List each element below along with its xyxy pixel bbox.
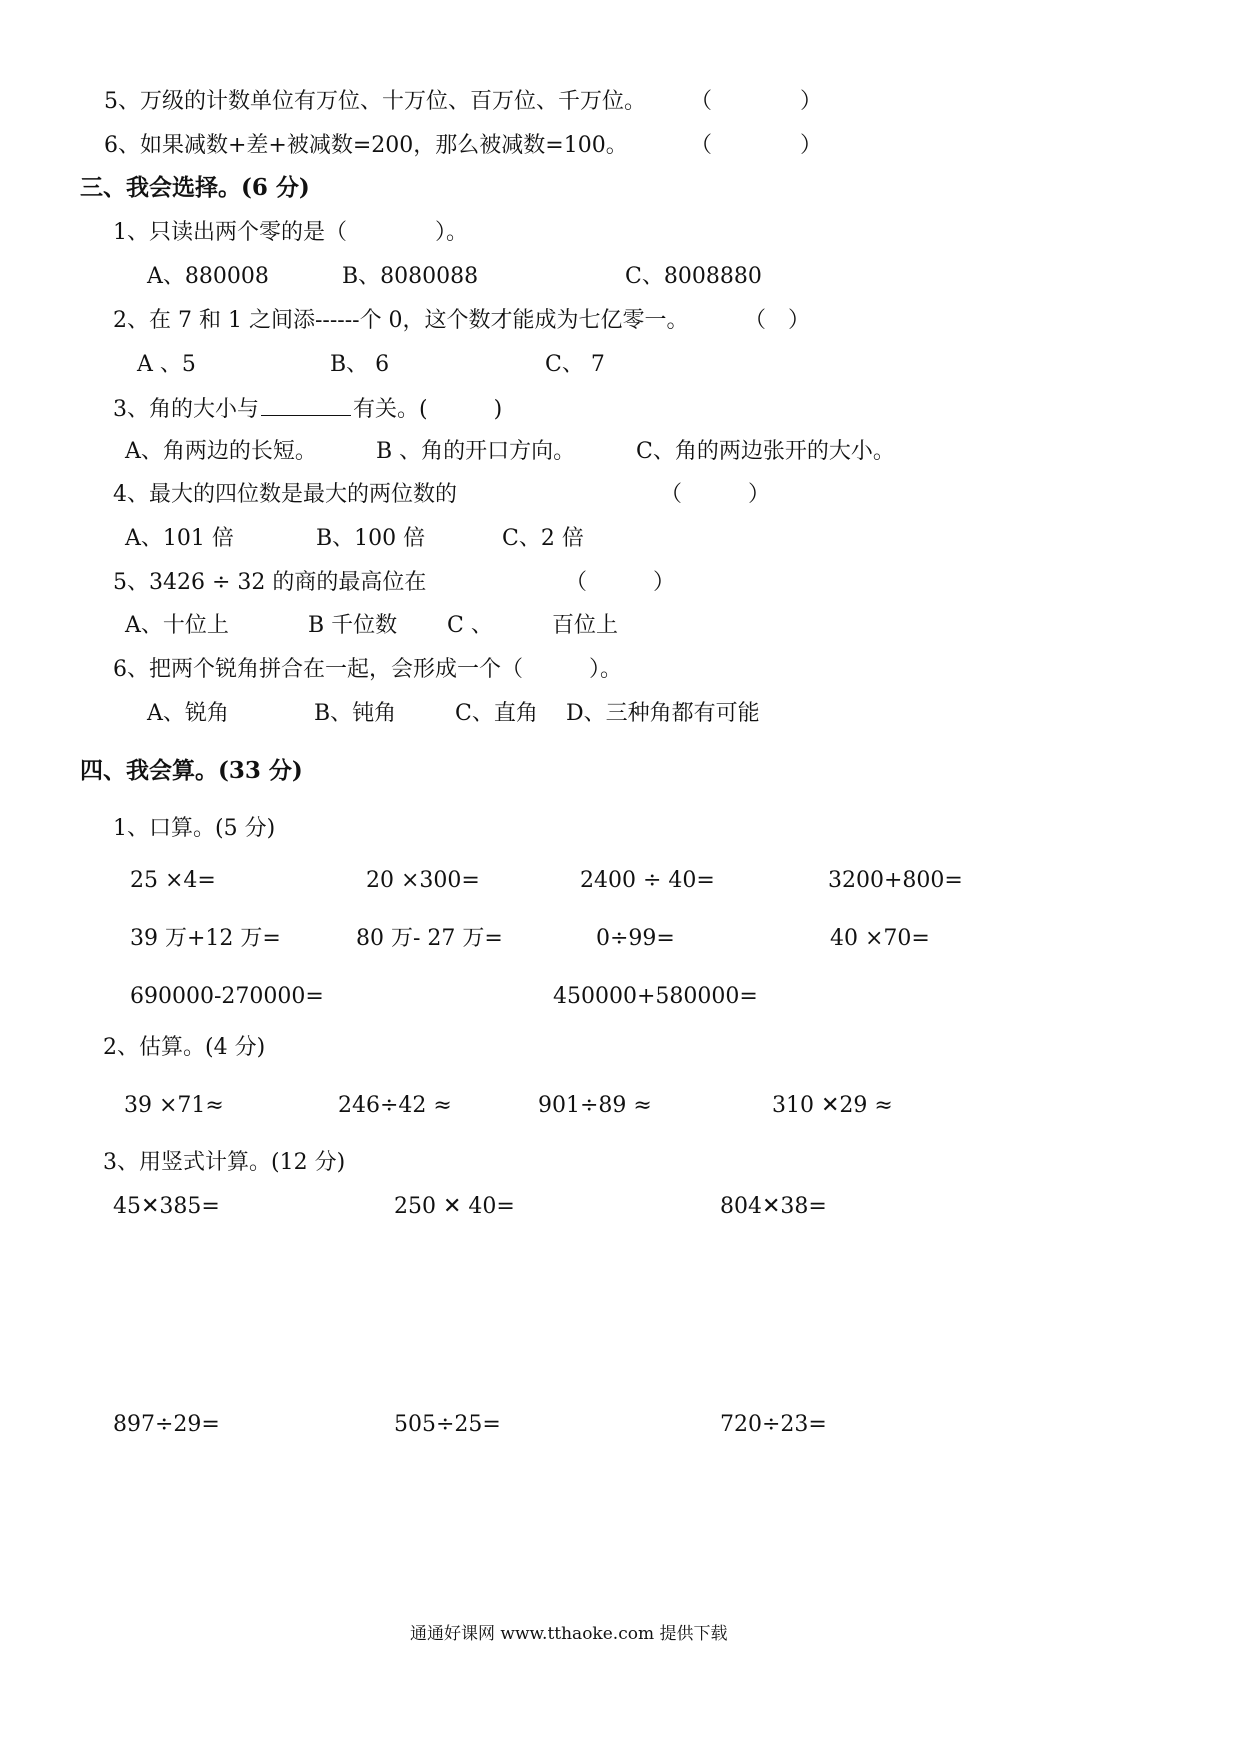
estimate-c4: 310 ✕29 ≈ bbox=[772, 1093, 893, 1118]
choose-q4-opt-a: A、101 倍 bbox=[125, 526, 234, 551]
oral-r3-c1: 690000-270000= bbox=[130, 984, 324, 1009]
oral-title: 1、口算。(5 分) bbox=[113, 816, 276, 841]
estimate-title: 2、估算。(4 分) bbox=[103, 1035, 266, 1060]
vertical-r1-c3: 804✕38= bbox=[720, 1194, 827, 1219]
choose-q4: 4、最大的四位数是最大的两位数的 bbox=[113, 482, 457, 507]
choose-q1: 1、只读出两个零的是（ ）。 bbox=[113, 220, 468, 245]
choose-q5-opt-b: B 千位数 bbox=[308, 613, 398, 638]
page-footer: 通通好课网 www.tthaoke.com 提供下载 bbox=[410, 1624, 728, 1644]
oral-r1-c1: 25 ×4= bbox=[130, 868, 216, 893]
oral-r3-c2: 450000+580000= bbox=[553, 984, 758, 1009]
estimate-c3: 901÷89 ≈ bbox=[538, 1093, 652, 1118]
choose-q5: 5、3426 ÷ 32 的商的最高位在 bbox=[113, 570, 427, 595]
choose-q6-opt-b: B、钝角 bbox=[314, 701, 397, 726]
oral-r2-c3: 0÷99= bbox=[596, 926, 675, 951]
choose-q4-paren: （ ） bbox=[660, 482, 771, 507]
oral-r1-c2: 20 ×300= bbox=[366, 868, 480, 893]
judge-item-6 bbox=[104, 132, 628, 160]
choose-q3-pre: 3、角的大小与 bbox=[113, 397, 259, 422]
oral-r2-c4: 40 ×70= bbox=[830, 926, 930, 951]
vertical-r1-c1: 45✕385= bbox=[113, 1194, 220, 1219]
choose-q6-opt-d: D、三种角都有可能 bbox=[566, 701, 760, 726]
section-calc-heading: 四、我会算。(33 分) bbox=[80, 757, 303, 784]
choose-q3-opt-c: C、角的两边张开的大小。 bbox=[636, 439, 895, 464]
answer-blank[interactable] bbox=[261, 395, 351, 416]
oral-r2-c2: 80 万- 27 万= bbox=[356, 926, 503, 951]
estimate-c1: 39 ×71≈ bbox=[124, 1093, 224, 1118]
choose-q1-opt-a: A、880008 bbox=[147, 264, 269, 289]
judge-item-6-text: 6、如果减数+差+被减数=200，那么被减数=100。 bbox=[104, 133, 628, 158]
choose-q2-opt-a: A 、5 bbox=[137, 352, 196, 377]
oral-r1-c3: 2400 ÷ 40= bbox=[580, 868, 715, 893]
choose-q4-opt-b: B、100 倍 bbox=[316, 526, 426, 551]
choose-q1-opt-c: C、8008880 bbox=[625, 264, 762, 289]
choose-q2-paren: （ ） bbox=[744, 308, 811, 333]
judge-item-6-paren: （ ） bbox=[690, 133, 823, 158]
oral-r2-c1: 39 万+12 万= bbox=[130, 926, 281, 951]
choose-q2: 2、在 7 和 1 之间添------个 0，这个数才能成为七亿零一。 bbox=[113, 308, 689, 333]
choose-q2-opt-b: B、 6 bbox=[330, 352, 390, 377]
choose-q3 bbox=[113, 395, 502, 424]
choose-q5-paren: （ ） bbox=[565, 570, 676, 595]
choose-q1-opt-b: B、8080088 bbox=[342, 264, 479, 289]
judge-item-5-paren: （ ） bbox=[690, 89, 823, 114]
vertical-r1-c2: 250 ✕ 40= bbox=[394, 1194, 515, 1219]
choose-q3-opt-b: B 、角的开口方向。 bbox=[376, 439, 576, 464]
choose-q5-opt-a: A、十位上 bbox=[125, 613, 229, 638]
choose-q5-opt-c-text: 百位上 bbox=[552, 613, 619, 638]
choose-q6-opt-c: C、直角 bbox=[455, 701, 538, 726]
judge-item-5-text: 5、万级的计数单位有万位、十万位、百万位、千万位。 bbox=[104, 89, 646, 114]
choose-q3-opt-a: A、角两边的长短。 bbox=[125, 439, 317, 464]
choose-q4-opt-c: C、2 倍 bbox=[502, 526, 584, 551]
vertical-r2-c3: 720÷23= bbox=[720, 1412, 827, 1437]
vertical-r2-c1: 897÷29= bbox=[113, 1412, 220, 1437]
choose-q6: 6、把两个锐角拼合在一起，会形成一个（ ）。 bbox=[113, 657, 622, 682]
choose-q5-opt-c: C 、 bbox=[447, 613, 493, 638]
choose-q6-opt-a: A、锐角 bbox=[147, 701, 229, 726]
estimate-c2: 246÷42 ≈ bbox=[338, 1093, 452, 1118]
oral-r1-c4: 3200+800= bbox=[828, 868, 963, 893]
vertical-title: 3、用竖式计算。(12 分) bbox=[103, 1150, 346, 1175]
section-choose-heading: 三、我会选择。(6 分) bbox=[80, 174, 310, 201]
choose-q2-opt-c: C、 7 bbox=[545, 352, 605, 377]
choose-q3-post: 有关。( ) bbox=[353, 397, 503, 422]
judge-item-5 bbox=[104, 88, 646, 116]
vertical-r2-c2: 505÷25= bbox=[394, 1412, 501, 1437]
